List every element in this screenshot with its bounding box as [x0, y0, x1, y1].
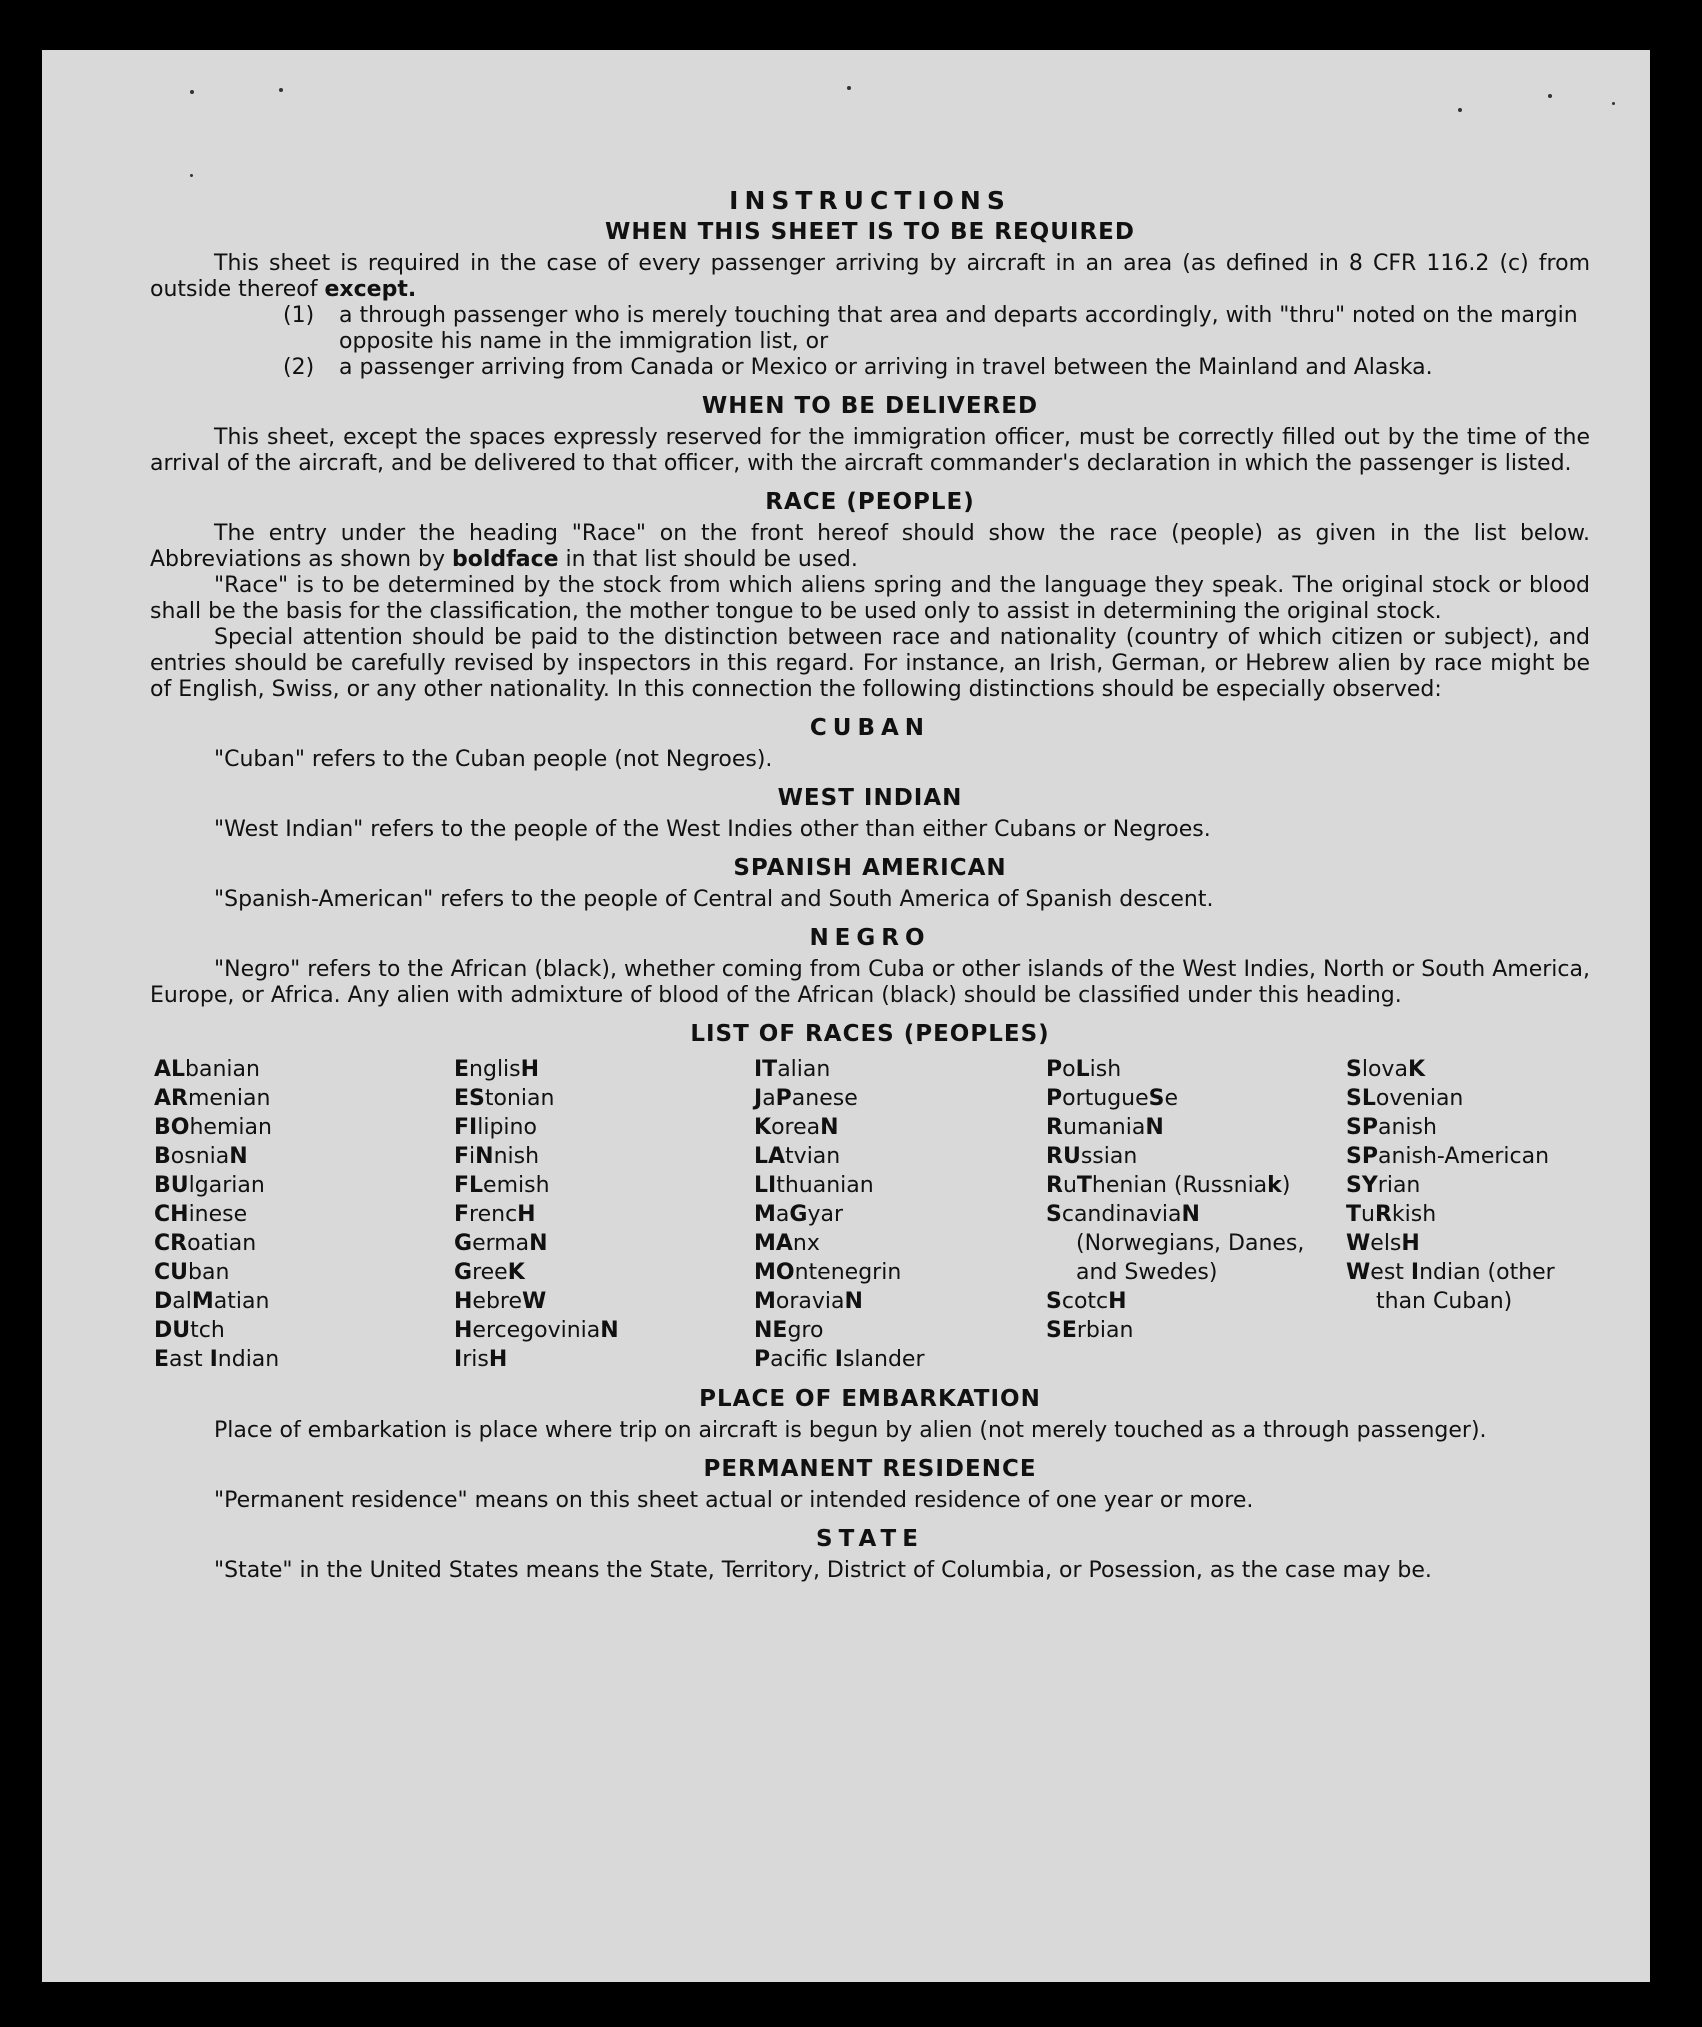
race-column: [154, 1055, 454, 1374]
race-entry: MOntenegrin: [754, 1260, 902, 1285]
races-list: [154, 1055, 1590, 1374]
race-entry: FIlipino: [454, 1115, 537, 1140]
race-entry: ARmenian: [154, 1086, 271, 1111]
speck: [1548, 94, 1552, 98]
race-entry: West Indian (other than Cuban): [1346, 1260, 1555, 1314]
race-column: [1046, 1055, 1346, 1374]
race-entry: TuRkish: [1346, 1202, 1437, 1227]
race-entry: ScotcH: [1046, 1289, 1127, 1314]
race-entry: EStonian: [454, 1086, 555, 1111]
race-entry: BOhemian: [154, 1115, 272, 1140]
race-entry: JaPanese: [754, 1086, 858, 1111]
race-entry: LAtvian: [754, 1144, 841, 1169]
race-entry: BosniaN: [154, 1144, 248, 1169]
heading-list-of-races: LIST OF RACES (PEOPLES): [690, 1021, 1050, 1047]
race-paragraph-3: Special attention should be paid to the distinction between race and nationality (country of which citizen or subject), and entries should be carefully revised by inspectors in this regard. For instance, an Irish, German, or Hebrew alien by race might be of English, Swiss, or any other nationality. In this connection the following distinctions should be especially observed:: [150, 625, 1590, 702]
race-entry: CHinese: [154, 1202, 248, 1227]
race-entry: East Indian: [154, 1347, 280, 1372]
race-column: [754, 1055, 1046, 1374]
race-entry: FiNnish: [454, 1144, 540, 1169]
heading-required: WHEN THIS SHEET IS TO BE REQUIRED: [605, 219, 1135, 245]
race-entry: MoraviaN: [754, 1289, 863, 1314]
race-entry: GermaN: [454, 1231, 548, 1256]
required-intro: This sheet is required in the case of every passenger arriving by aircraft in an area (as defined in 8 CFR 116.2 (c) from outside thereof except.: [150, 251, 1590, 302]
speck: [1458, 108, 1462, 112]
speck: [847, 86, 851, 90]
instructions-content: [150, 186, 1590, 1584]
race-entry: FLemish: [454, 1173, 550, 1198]
heading-embarkation: PLACE OF EMBARKATION: [699, 1386, 1041, 1412]
negro-text: "Negro" refers to the African (black), whether coming from Cuba or other islands of the West Indies, North or South America, Europe, or Africa. Any alien with admixture of blood of the African (black) should be classified under this heading.: [150, 957, 1590, 1008]
race-entry: HercegoviniaN: [454, 1318, 619, 1343]
race-entry: DalMatian: [154, 1289, 270, 1314]
race-entry: SPanish: [1346, 1115, 1437, 1140]
heading-west-indian: WEST INDIAN: [777, 785, 963, 811]
race-entry: ALbanian: [154, 1057, 260, 1082]
race-entry: CUban: [154, 1260, 230, 1285]
speck: [279, 88, 283, 92]
race-entry: SlovaK: [1346, 1057, 1425, 1082]
race-entry: SErbian: [1046, 1318, 1134, 1343]
race-entry: LIthuanian: [754, 1173, 874, 1198]
race-entry: ITalian: [754, 1057, 831, 1082]
heading-state: STATE: [816, 1526, 924, 1552]
race-entry: CRoatian: [154, 1231, 257, 1256]
speck: [190, 90, 194, 94]
race-entry: NEgro: [754, 1318, 824, 1343]
embarkation-text: Place of embarkation is place where trip on aircraft is begun by alien (not merely touched as a through passenger).: [214, 1418, 1487, 1443]
race-entry: MaGyar: [754, 1202, 843, 1227]
spanish-american-text: "Spanish-American" refers to the people of Central and South America of Spanish descent.: [214, 887, 1214, 912]
race-entry: RuThenian (Russniak): [1046, 1173, 1291, 1198]
race-entry: KoreaN: [754, 1115, 839, 1140]
required-item: (2) a passenger arriving from Canada or Mexico or arriving in travel between the Mainland and Alaska.: [283, 355, 1433, 380]
west-indian-text: "West Indian" refers to the people of the West Indies other than either Cubans or Negroes.: [214, 817, 1211, 842]
race-entry: HebreW: [454, 1289, 547, 1314]
race-column: [1346, 1055, 1594, 1374]
race-entry: FrencH: [454, 1202, 536, 1227]
heading-delivered: WHEN TO BE DELIVERED: [701, 393, 1039, 419]
race-entry: SYrian: [1346, 1173, 1421, 1198]
required-item: (1) a through passenger who is merely touching that area and departs accordingly, with "thru" noted on the margin opposite his name in the immigration list, or: [283, 303, 1578, 354]
race-entry: GreeK: [454, 1260, 525, 1285]
race-paragraph-2: "Race" is to be determined by the stock from which aliens spring and the language they speak. The original stock or blood shall be the basis for the classification, the mother tongue to be used only to assist in determining the original stock.: [150, 573, 1590, 624]
race-entry: MAnx: [754, 1231, 820, 1256]
race-entry: PoLish: [1046, 1057, 1122, 1082]
race-paragraph-1: The entry under the heading "Race" on the front hereof should show the race (people) as given in the list below. Abbreviations as shown by boldface in that list should be used.: [150, 521, 1590, 572]
document-sheet: [42, 50, 1650, 1982]
speck: [1612, 102, 1615, 105]
heading-cuban: CUBAN: [809, 715, 931, 741]
race-entry: IrisH: [454, 1347, 508, 1372]
race-entry: PortugueSe: [1046, 1086, 1179, 1111]
race-entry: Pacific Islander: [754, 1347, 925, 1372]
race-entry: RUssian: [1046, 1144, 1138, 1169]
race-entry: DUtch: [154, 1318, 225, 1343]
speck: [190, 174, 193, 177]
heading-spanish-american: SPANISH AMERICAN: [733, 855, 1007, 881]
cuban-text: "Cuban" refers to the Cuban people (not Negroes).: [214, 747, 773, 772]
delivered-text: This sheet, except the spaces expressly reserved for the immigration officer, must be correctly filled out by the time of the arrival of the aircraft, and be delivered to that officer, with the aircraft commander's declaration in which the passenger is listed.: [150, 425, 1590, 476]
race-entry: RumaniaN: [1046, 1115, 1164, 1140]
race-entry: ScandinaviaN (Norwegians, Danes, and Swedes): [1046, 1202, 1305, 1285]
race-entry: WelsH: [1346, 1231, 1420, 1256]
page-title: INSTRUCTIONS: [729, 186, 1011, 215]
race-entry: SPanish-American: [1346, 1144, 1550, 1169]
heading-residence: PERMANENT RESIDENCE: [703, 1456, 1037, 1482]
heading-race: RACE (PEOPLE): [765, 489, 975, 515]
race-column: [454, 1055, 754, 1374]
race-entry: EnglisH: [454, 1057, 540, 1082]
state-text: "State" in the United States means the State, Territory, District of Columbia, or Posession, as the case may be.: [214, 1558, 1432, 1583]
race-entry: SLovenian: [1346, 1086, 1464, 1111]
race-entry: BUlgarian: [154, 1173, 265, 1198]
residence-text: "Permanent residence" means on this sheet actual or intended residence of one year or more.: [214, 1488, 1254, 1513]
heading-negro: NEGRO: [809, 925, 931, 951]
